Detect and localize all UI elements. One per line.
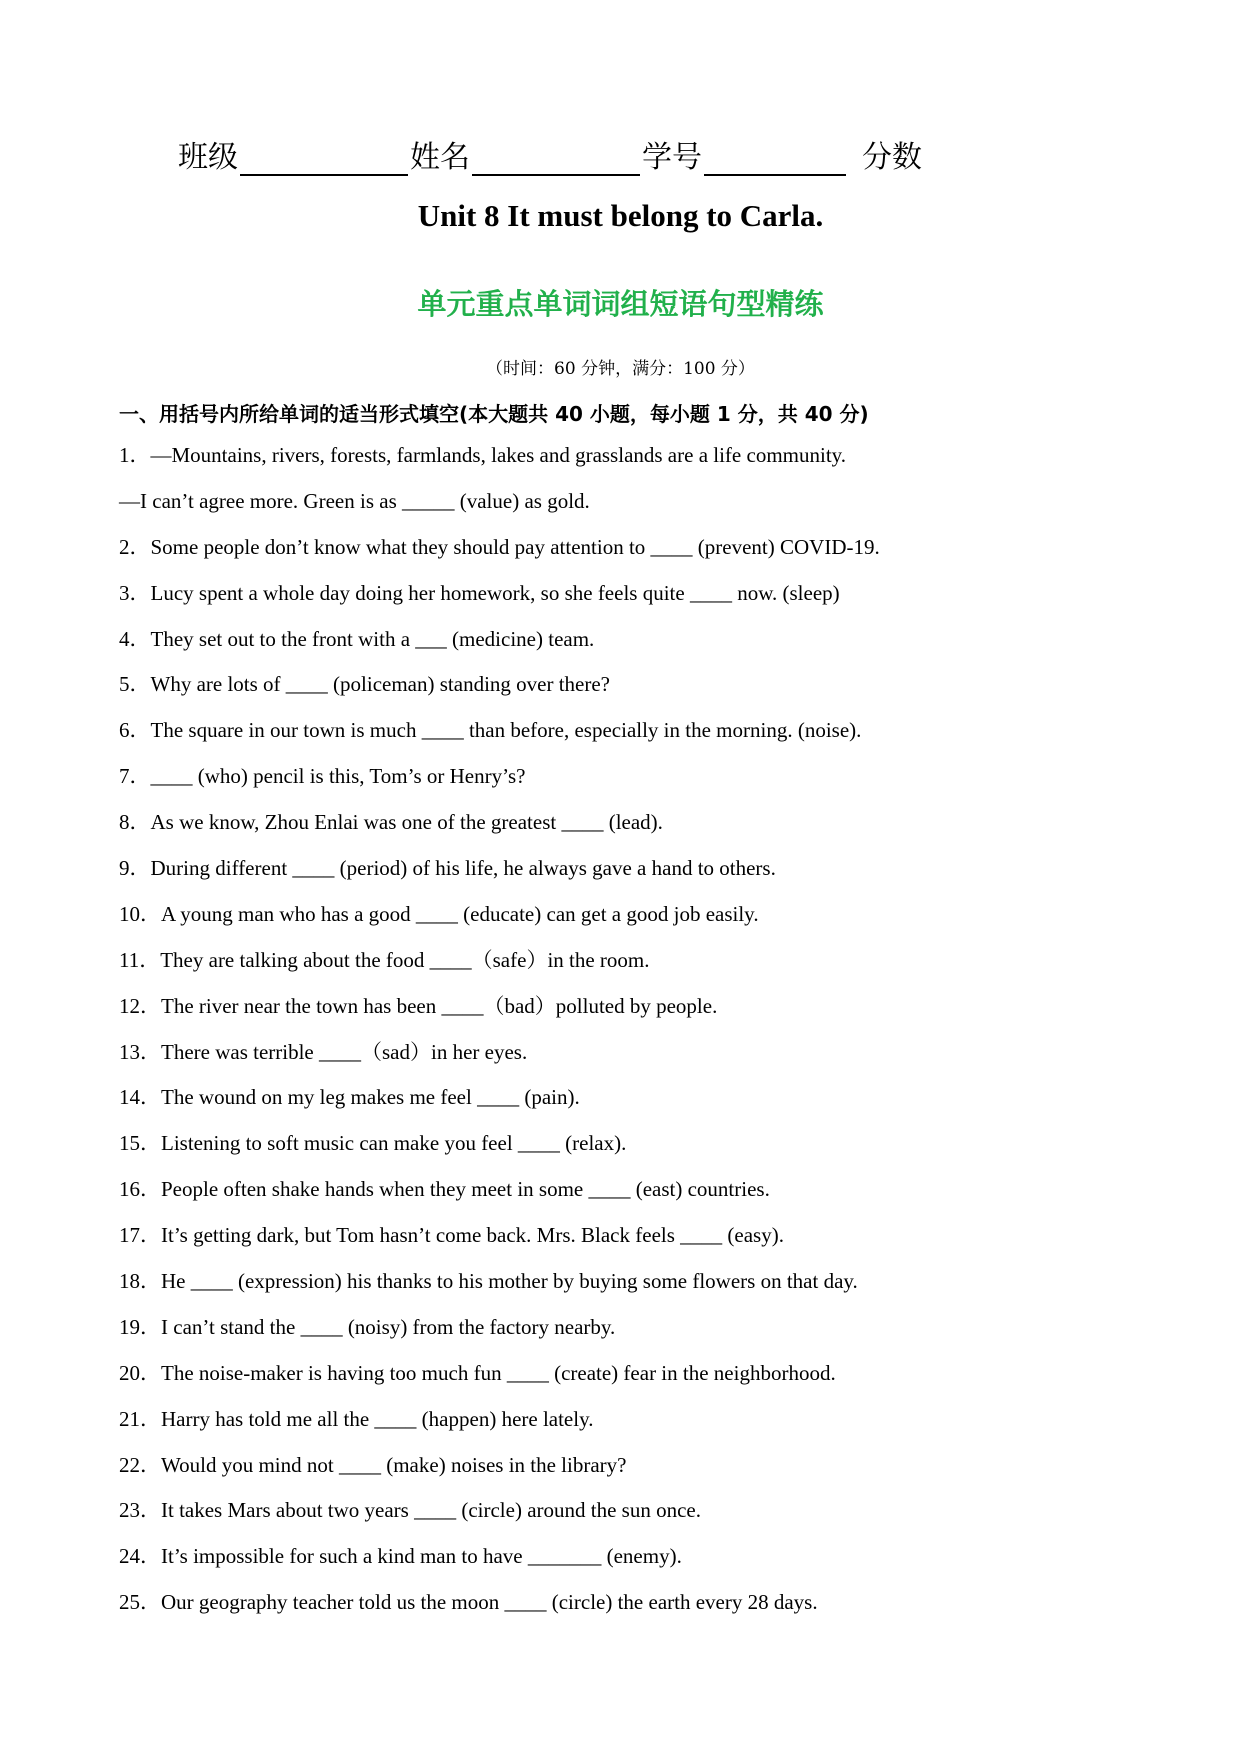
name-label: 姓名 (410, 140, 470, 175)
question-item: 19．I can’t stand the ____ (noisy) from the factory nearby. (119, 1314, 616, 1339)
question-item: 16．People often shake hands when they meet in some ____ (east) countries. (119, 1177, 770, 1202)
name-blank[interactable] (472, 146, 640, 176)
question-item: 9．During different ____ (period) of his life, he always gave a hand to others. (119, 856, 776, 881)
question-item: 5．Why are lots of ____ (policeman) standing over there? (119, 672, 611, 697)
score-label: 分数 (862, 140, 922, 175)
question-item: —I can’t agree more. Green is as _____ (value) as gold. (119, 488, 590, 513)
student-info-line (178, 132, 922, 176)
class-label: 班级 (178, 140, 238, 175)
question-item: 2．Some people don’t know what they should pay attention to ____ (prevent) COVID-19. (119, 534, 880, 559)
question-item: 3．Lucy spent a whole day doing her homework, so she feels quite ____ now. (sleep) (119, 580, 840, 605)
id-label: 学号 (642, 140, 702, 175)
question-item: 24．It’s impossible for such a kind man to have _______ (enemy). (119, 1544, 682, 1569)
time-score-note: （时间：60 分钟，满分：100 分） (486, 359, 755, 379)
section-heading: 一、用括号内所给单词的适当形式填空(本大题共 40 小题，每小题 1 分，共 40 分) (119, 402, 869, 426)
question-item: 12．The river near the town has been ____（bad）polluted by people. (119, 993, 718, 1018)
unit-title: Unit 8 It must belong to Carla. (417, 198, 824, 233)
question-item: 18．He ____ (expression) his thanks to his mother by buying some flowers on that day. (119, 1269, 858, 1294)
question-item: 17．It’s getting dark, but Tom hasn’t come back. Mrs. Black feels ____ (easy). (119, 1223, 784, 1248)
question-item: 21．Harry has told me all the ____ (happen) here lately. (119, 1406, 594, 1431)
question-item: 11．They are talking about the food ____（safe）in the room. (119, 947, 650, 972)
question-item: 13．There was terrible ____（sad）in her eyes. (119, 1039, 528, 1064)
question-item: 4．They set out to the front with a ___ (medicine) team. (119, 626, 595, 651)
question-item: 22．Would you mind not ____ (make) noises in the library? (119, 1452, 627, 1477)
question-item: 10．A young man who has a good ____ (educate) can get a good job easily. (119, 901, 759, 926)
question-item: 14．The wound on my leg makes me feel ____ (pain). (119, 1085, 580, 1110)
class-blank[interactable] (240, 146, 408, 176)
question-item: 7．____ (who) pencil is this, Tom’s or Henry’s? (119, 764, 526, 789)
question-item: 25．Our geography teacher told us the moon ____ (circle) the earth every 28 days. (119, 1590, 818, 1615)
question-item: 15．Listening to soft music can make you feel ____ (relax). (119, 1131, 627, 1156)
worksheet-subtitle: 单元重点单词词组短语句型精练 (417, 287, 824, 321)
question-item: 1．—Mountains, rivers, forests, farmlands, lakes and grasslands are a life community. (119, 443, 847, 467)
question-item: 6．The square in our town is much ____ than before, especially in the morning. (noise). (119, 718, 862, 743)
question-item: 8．As we know, Zhou Enlai was one of the greatest ____ (lead). (119, 810, 663, 835)
id-blank[interactable] (704, 146, 846, 176)
question-item: 20．The noise-maker is having too much fun ____ (create) fear in the neighborhood. (119, 1360, 836, 1385)
question-list (119, 440, 1179, 1633)
question-item: 23．It takes Mars about two years ____ (circle) around the sun once. (119, 1498, 701, 1523)
